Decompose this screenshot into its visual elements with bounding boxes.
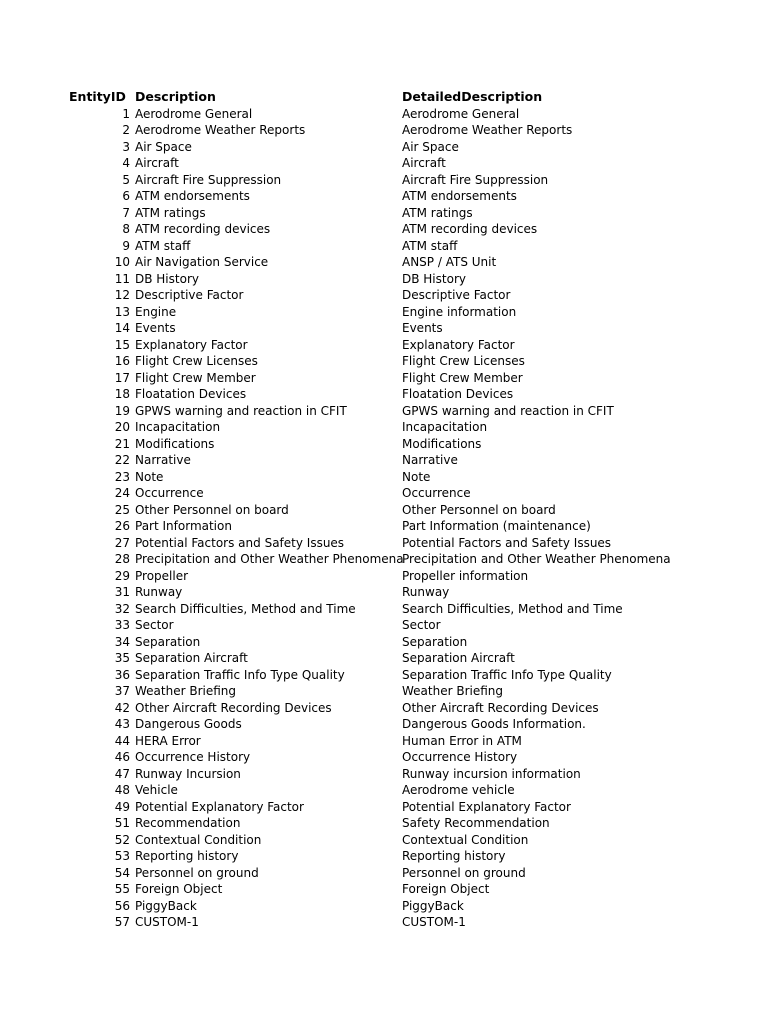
table-row [0, 139, 768, 156]
detailed-description-cell: Separation [402, 634, 468, 649]
entity-id-cell: 26 [114, 519, 130, 533]
entity-id-cell: 16 [114, 354, 130, 368]
description-cell: Potential Factors and Safety Issues [135, 535, 345, 550]
entity-id-cell: 11 [114, 271, 130, 286]
description-cell: Flight Crew Member [135, 370, 256, 385]
detailed-description-cell: Aircraft [402, 156, 446, 170]
description-cell: Descriptive Factor [135, 288, 244, 302]
table-row [0, 502, 768, 519]
table-row [0, 881, 768, 898]
table-row [0, 403, 768, 420]
detailed-description-cell: Personnel on ground [402, 865, 526, 880]
detailed-description-cell: Reporting history [402, 849, 506, 863]
entity-id-cell: 7 [122, 205, 130, 220]
detailed-description-cell: Separation Traffic Info Type Quality [402, 667, 612, 682]
entity-id-cell: 36 [114, 667, 130, 682]
table-row [0, 485, 768, 502]
detailed-description-cell: Descriptive Factor [402, 288, 511, 302]
table-body [0, 106, 768, 931]
entity-id-cell: 2 [122, 123, 130, 137]
table-row [0, 172, 768, 189]
description-cell: Occurrence [135, 486, 204, 500]
description-cell: Part Information [135, 519, 232, 533]
detailed-description-cell: ATM ratings [402, 205, 473, 220]
entity-id-cell: 28 [114, 552, 130, 566]
detailed-description-cell: Separation Aircraft [402, 651, 515, 665]
description-cell: Precipitation and Other Weather Phenomena [135, 552, 404, 566]
description-cell: ATM ratings [135, 205, 206, 220]
table-row [0, 898, 768, 915]
detailed-description-cell: Events [402, 321, 443, 335]
table-row [0, 155, 768, 172]
entity-id-cell: 44 [114, 733, 130, 748]
table-row [0, 700, 768, 717]
entity-id-cell: 34 [114, 634, 130, 649]
description-cell: Foreign Object [135, 882, 223, 896]
entity-id-cell: 4 [122, 156, 130, 170]
entity-id-cell: 24 [114, 486, 130, 500]
entity-id-cell: 51 [114, 816, 130, 830]
table-row [0, 188, 768, 205]
description-cell: Separation Aircraft [135, 651, 248, 665]
entity-id-cell: 31 [114, 585, 130, 599]
detailed-description-cell: Other Aircraft Recording Devices [402, 700, 599, 715]
detailed-description-cell: Sector [402, 618, 441, 632]
entity-id-cell: 53 [114, 849, 130, 863]
table-row [0, 304, 768, 321]
entity-id-cell: 57 [114, 915, 130, 929]
detailed-description-cell: Flight Crew Licenses [402, 354, 525, 368]
description-cell: Separation Traffic Info Type Quality [135, 667, 345, 682]
table-row [0, 221, 768, 238]
description-cell: GPWS warning and reaction in CFIT [135, 403, 347, 418]
detailed-description-cell: Dangerous Goods Information. [402, 717, 586, 731]
detailed-description-cell: Note [402, 469, 431, 484]
detailed-description-cell: Incapacitation [402, 420, 488, 434]
detailed-description-cell: ANSP / ATS Unit [402, 255, 497, 269]
detailed-description-cell: Aerodrome Weather Reports [402, 123, 573, 137]
entity-id-cell: 5 [122, 172, 130, 187]
description-cell: Engine [135, 304, 177, 319]
table-row [0, 518, 768, 535]
description-cell: Separation [135, 634, 201, 649]
table-row [0, 452, 768, 469]
entity-id-cell: 6 [122, 189, 130, 203]
entity-id-cell: 13 [114, 304, 130, 319]
description-cell: Reporting history [135, 849, 239, 863]
detailed-description-cell: Air Space [402, 139, 459, 154]
table-row [0, 271, 768, 288]
detailed-description-cell: Flight Crew Member [402, 370, 523, 385]
description-cell: Other Aircraft Recording Devices [135, 700, 332, 715]
detailed-description-cell: Explanatory Factor [402, 337, 515, 352]
detailed-description-cell: Aerodrome General [402, 106, 520, 121]
entity-id-cell: 32 [114, 601, 130, 616]
entity-id-cell: 46 [114, 750, 130, 764]
table-row [0, 584, 768, 601]
detailed-description-cell: Precipitation and Other Weather Phenomena [402, 552, 671, 566]
entity-id-cell: 20 [114, 420, 130, 434]
description-cell: Recommendation [135, 816, 241, 830]
detailed-description-cell: Narrative [402, 453, 458, 467]
description-cell: Propeller [135, 568, 189, 583]
detailed-description-cell: Weather Briefing [402, 684, 504, 698]
entity-id-cell: 12 [114, 288, 130, 302]
entity-id-cell: 19 [114, 403, 130, 418]
description-cell: Runway Incursion [135, 766, 241, 781]
entity-id-cell: 52 [114, 832, 130, 847]
entity-id-cell: 10 [114, 255, 130, 269]
description-cell: Contextual Condition [135, 832, 262, 847]
table-row [0, 617, 768, 634]
table-row [0, 205, 768, 222]
description-cell: Weather Briefing [135, 684, 237, 698]
description-cell: Search Difficulties, Method and Time [135, 601, 356, 616]
description-cell: DB History [135, 271, 199, 286]
table-row [0, 469, 768, 486]
entity-id-cell: 43 [114, 717, 130, 731]
description-cell: Narrative [135, 453, 191, 467]
entity-id-cell: 29 [114, 568, 130, 583]
detailed-description-cell: Engine information [402, 304, 517, 319]
description-cell: Sector [135, 618, 174, 632]
description-cell: ATM staff [135, 238, 191, 253]
description-cell: ATM endorsements [135, 189, 250, 203]
description-cell: Aerodrome Weather Reports [135, 123, 306, 137]
description-cell: Personnel on ground [135, 865, 259, 880]
description-cell: Air Space [135, 139, 192, 154]
entity-table [0, 89, 768, 931]
entity-id-cell: 25 [114, 502, 130, 517]
description-cell: Incapacitation [135, 420, 221, 434]
table-row [0, 535, 768, 552]
table-row [0, 914, 768, 931]
entity-id-cell: 37 [114, 684, 130, 698]
detailed-description-cell: PiggyBack [402, 898, 464, 913]
table-row [0, 386, 768, 403]
detailed-description-cell: GPWS warning and reaction in CFIT [402, 403, 614, 418]
table-row [0, 749, 768, 766]
detailed-description-cell: Safety Recommendation [402, 816, 550, 830]
description-cell: Note [135, 469, 164, 484]
table-row [0, 848, 768, 865]
entity-id-cell: 23 [114, 469, 130, 484]
detailed-description-cell: Aircraft Fire Suppression [402, 172, 549, 187]
detailed-description-cell: DB History [402, 271, 466, 286]
description-cell: Runway [135, 585, 183, 599]
detailed-description-cell: Search Difficulties, Method and Time [402, 601, 623, 616]
table-row [0, 551, 768, 568]
table-row [0, 815, 768, 832]
detailed-description-cell: ATM endorsements [402, 189, 517, 203]
entity-id-cell: 14 [114, 321, 130, 335]
detailed-description-cell: Potential Explanatory Factor [402, 799, 571, 814]
detailed-description-cell: Occurrence History [402, 750, 518, 764]
header-description: Description [135, 89, 216, 104]
table-row [0, 568, 768, 585]
table-row [0, 634, 768, 651]
description-cell: Other Personnel on board [135, 502, 289, 517]
detailed-description-cell: Part Information (maintenance) [402, 519, 591, 533]
description-cell: Vehicle [135, 783, 178, 797]
table-row [0, 766, 768, 783]
detailed-description-cell: Contextual Condition [402, 832, 529, 847]
entity-id-cell: 35 [114, 651, 130, 665]
entity-id-cell: 8 [122, 222, 130, 236]
table-row [0, 370, 768, 387]
detailed-description-cell: Propeller information [402, 568, 529, 583]
description-cell: ATM recording devices [135, 222, 271, 236]
table-header-row [0, 89, 768, 106]
entity-id-cell: 56 [114, 898, 130, 913]
table-row [0, 865, 768, 882]
table-row [0, 733, 768, 750]
header-detailed-description: DetailedDescription [402, 89, 543, 104]
table-row [0, 337, 768, 354]
description-cell: Floatation Devices [135, 387, 247, 401]
detailed-description-cell: ATM staff [402, 238, 458, 253]
description-cell: Aircraft [135, 156, 179, 170]
detailed-description-cell: Foreign Object [402, 882, 490, 896]
entity-id-cell: 22 [114, 453, 130, 467]
table-row [0, 238, 768, 255]
detailed-description-cell: Potential Factors and Safety Issues [402, 535, 612, 550]
table-row [0, 832, 768, 849]
description-cell: Modifications [135, 436, 215, 451]
entity-id-cell: 54 [114, 865, 130, 880]
detailed-description-cell: Occurrence [402, 486, 471, 500]
description-cell: Aircraft Fire Suppression [135, 172, 282, 187]
entity-id-cell: 48 [114, 783, 130, 797]
table-row [0, 419, 768, 436]
entity-id-cell: 15 [114, 337, 130, 352]
description-cell: Aerodrome General [135, 106, 253, 121]
entity-id-cell: 33 [114, 618, 130, 632]
table-row [0, 287, 768, 304]
description-cell: Potential Explanatory Factor [135, 799, 304, 814]
entity-id-cell: 18 [114, 387, 130, 401]
table-row [0, 122, 768, 139]
detailed-description-cell: Runway incursion information [402, 766, 581, 781]
entity-id-cell: 49 [114, 799, 130, 814]
table-row [0, 683, 768, 700]
description-cell: Occurrence History [135, 750, 251, 764]
entity-id-cell: 47 [114, 766, 130, 781]
entity-id-cell: 17 [114, 370, 130, 385]
detailed-description-cell: CUSTOM-1 [402, 915, 466, 929]
entity-id-cell: 42 [114, 700, 130, 715]
description-cell: HERA Error [135, 733, 201, 748]
table-row [0, 353, 768, 370]
entity-id-cell: 9 [122, 238, 130, 253]
table-row [0, 320, 768, 337]
header-entity-id: EntityID [69, 89, 126, 104]
table-row [0, 436, 768, 453]
table-row [0, 254, 768, 271]
description-cell: PiggyBack [135, 898, 197, 913]
detailed-description-cell: Human Error in ATM [402, 733, 522, 748]
entity-id-cell: 21 [114, 436, 130, 451]
table-row [0, 716, 768, 733]
table-row [0, 667, 768, 684]
detailed-description-cell: Runway [402, 585, 450, 599]
detailed-description-cell: Floatation Devices [402, 387, 514, 401]
table-row [0, 650, 768, 667]
detailed-description-cell: Aerodrome vehicle [402, 783, 515, 797]
description-cell: Air Navigation Service [135, 255, 269, 269]
description-cell: Events [135, 321, 176, 335]
description-cell: Explanatory Factor [135, 337, 248, 352]
table-row [0, 106, 768, 123]
entity-id-cell: 27 [114, 535, 130, 550]
table-row [0, 601, 768, 618]
detailed-description-cell: ATM recording devices [402, 222, 538, 236]
table-row [0, 799, 768, 816]
description-cell: Flight Crew Licenses [135, 354, 258, 368]
description-cell: Dangerous Goods [135, 717, 242, 731]
entity-id-cell: 3 [122, 139, 130, 154]
entity-id-cell: 55 [114, 882, 130, 896]
entity-id-cell: 1 [122, 106, 130, 121]
table-row [0, 782, 768, 799]
description-cell: CUSTOM-1 [135, 915, 199, 929]
detailed-description-cell: Other Personnel on board [402, 502, 556, 517]
detailed-description-cell: Modifications [402, 436, 482, 451]
